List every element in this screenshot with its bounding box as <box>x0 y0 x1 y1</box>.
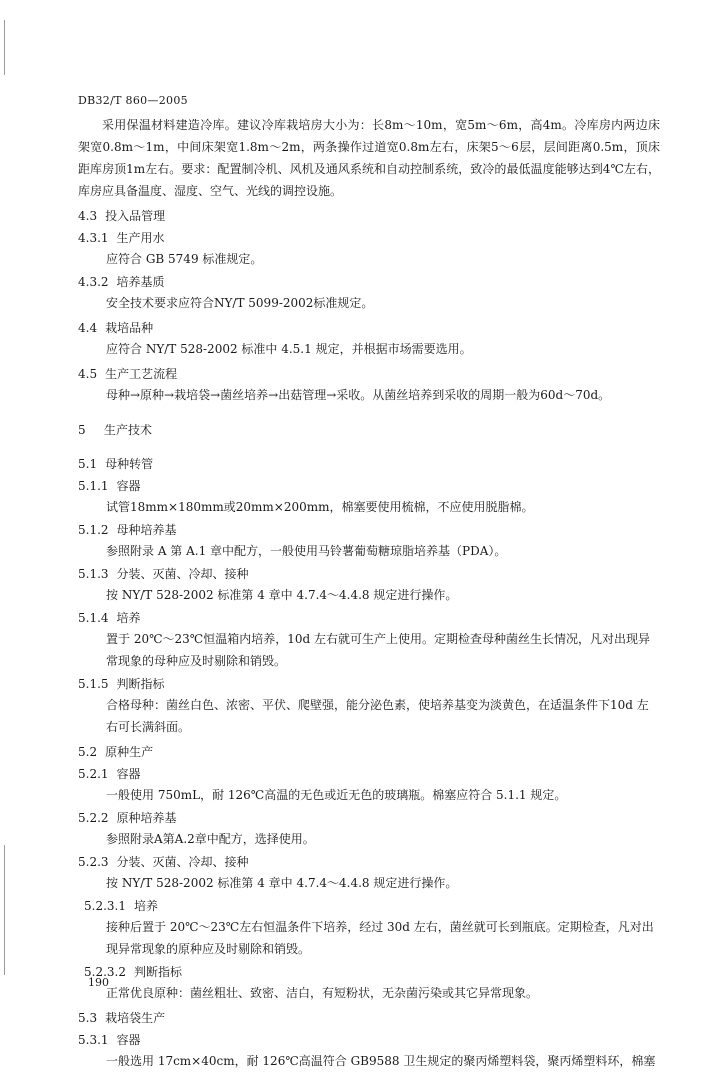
section-title: 培养基质 <box>116 275 165 289</box>
section-title: 生产用水 <box>116 231 165 245</box>
intro-paragraph: 采用保温材料建造冷库。建议冷库栽培房大小为：长8m～10m，宽5m～6m，高4m。冷库房内两边床架宽0.8m～1m，中间床架宽1.8m～2m，两条操作过道宽0.8m左右，床架5～6层，层间距离0.5m，顶床距库房顶1m左右。要求：配置制冷机、风机及通风系统和自动控制系统，致冷的最低温度能够达到4℃左右，库房应具备温度、湿度、空气、光线的调控设施。 <box>78 118 660 198</box>
section-body-text: 母种→原种→栽培袋→菌丝培养→出菇管理→采收。从菌丝培养到采收的周期一般为60d～70d。 <box>106 388 611 402</box>
section-number: 5 <box>78 423 86 437</box>
section-heading <box>78 1030 660 1050</box>
page-number: 190 <box>88 976 109 989</box>
section-number: 5.1.3 <box>78 567 109 581</box>
section-body-text: 按 NY/T 528-2002 标准第 4 章中 4.7.4～4.4.8 规定进行操作。 <box>106 588 458 602</box>
section-heading <box>78 674 660 694</box>
section-heading <box>78 608 660 628</box>
section-body-text: 参照附录 A 第 A.1 章中配方，一般使用马铃薯葡萄糖琼脂培养基（PDA）。 <box>106 544 507 558</box>
section-body-text: 接种后置于 20℃～23℃左右恒温条件下培养，经过 30d 左右，菌丝就可长到瓶底。定期检查，凡对出现异常现象的原种应及时剔除和销毁。 <box>106 920 654 956</box>
section-heading <box>78 852 660 872</box>
section-number: 5.2.1 <box>78 767 109 781</box>
document-id-header: DB32/T 860—2005 <box>78 94 188 107</box>
section-title: 判断指标 <box>133 965 182 979</box>
section-heading <box>78 742 660 762</box>
section-title: 母种培养基 <box>116 523 177 537</box>
section-heading <box>78 454 660 474</box>
section-number: 4.3.2 <box>78 275 109 289</box>
section-title: 分装、灭菌、冷却、接种 <box>116 567 249 581</box>
section-number: 5.2.2 <box>78 811 109 825</box>
section-title: 分装、灭菌、冷却、接种 <box>116 855 249 869</box>
section-title: 判断指标 <box>116 677 165 691</box>
section-heading <box>78 1008 660 1028</box>
scan-edge-line <box>4 20 5 75</box>
section-body-text: 一般使用 750mL，耐 126℃高温的无色或近无色的玻璃瓶。棉塞应符合 5.1.1 规定。 <box>106 788 567 802</box>
section-body-text: 合格母种：菌丝白色、浓密、平伏、爬壁强，能分泌色素，使培养基变为淡黄色，在适温条件下10d 左右可长满斜面。 <box>106 698 649 734</box>
section-number: 4.3 <box>78 209 98 223</box>
section-number: 5.1.1 <box>78 479 109 493</box>
section-title: 母种转管 <box>105 457 154 471</box>
section-body-text: 应符合 NY/T 528-2002 标准中 4.5.1 规定，并根据市场需要选用。 <box>106 342 472 356</box>
section-heading <box>78 476 660 496</box>
section-body-text: 正常优良原种：菌丝粗壮、致密、洁白，有短粉状，无杂菌污染或其它异常现象。 <box>106 986 539 1000</box>
section-heading <box>78 420 660 440</box>
section-heading <box>78 228 660 248</box>
section-title: 培养 <box>116 611 141 625</box>
section-heading <box>78 364 660 384</box>
section-heading <box>78 318 660 338</box>
section-body-text: 置于 20℃～23℃恒温箱内培养，10d 左右就可生产上使用。定期检查母种菌丝生长情况，凡对出现异常现象的母种应及时剔除和销毁。 <box>106 632 650 668</box>
section-body-text: 应符合 GB 5749 标准规定。 <box>106 252 263 266</box>
section-title: 栽培袋生产 <box>105 1011 166 1025</box>
section-heading <box>78 764 660 784</box>
section-title: 生产工艺流程 <box>105 367 178 381</box>
section-title: 栽培品种 <box>105 321 154 335</box>
section-number: 4.3.1 <box>78 231 109 245</box>
section-number: 4.5 <box>78 367 98 381</box>
section-heading <box>78 808 660 828</box>
section-heading <box>78 206 660 226</box>
section-number: 5.2.3.2 <box>84 965 126 979</box>
section-body-text: 按 NY/T 528-2002 标准第 4 章中 4.7.4～4.4.8 规定进行操作。 <box>106 876 458 890</box>
document-body <box>78 114 660 1073</box>
section-number: 5.2 <box>78 745 98 759</box>
section-number: 5.1.2 <box>78 523 109 537</box>
section-number: 5.1 <box>78 457 98 471</box>
section-body-text: 一般选用 17cm×40cm，耐 126℃高温符合 GB9588 卫生规定的聚丙烯塑料袋，聚丙烯塑料环，棉塞 <box>106 1054 656 1068</box>
section-heading <box>78 272 660 292</box>
section-heading <box>78 962 660 982</box>
section-number: 5.1.5 <box>78 677 109 691</box>
section-number: 5.2.3.1 <box>84 899 126 913</box>
section-number: 5.3.1 <box>78 1033 109 1047</box>
section-title: 培养 <box>133 899 158 913</box>
section-title: 容器 <box>116 767 141 781</box>
section-heading <box>78 564 660 584</box>
section-title: 原种培养基 <box>116 811 177 825</box>
section-title: 原种生产 <box>105 745 154 759</box>
section-body-text: 试管18mm×180mm或20mm×200mm，棉塞要使用梳棉，不应使用脱脂棉。 <box>106 500 534 514</box>
section-number: 5.3 <box>78 1011 98 1025</box>
section-title: 生产技术 <box>104 423 153 437</box>
section-heading <box>78 896 660 916</box>
section-number: 5.2.3 <box>78 855 109 869</box>
section-number: 4.4 <box>78 321 98 335</box>
section-title: 投入品管理 <box>105 209 166 223</box>
section-body-text: 安全技术要求应符合NY/T 5099-2002标准规定。 <box>106 296 374 310</box>
section-title: 容器 <box>116 1033 141 1047</box>
section-title: 容器 <box>116 479 141 493</box>
section-heading <box>78 520 660 540</box>
section-number: 5.1.4 <box>78 611 109 625</box>
scan-edge-line <box>4 845 5 975</box>
section-body-text: 参照附录A第A.2章中配方，选择使用。 <box>106 832 315 846</box>
